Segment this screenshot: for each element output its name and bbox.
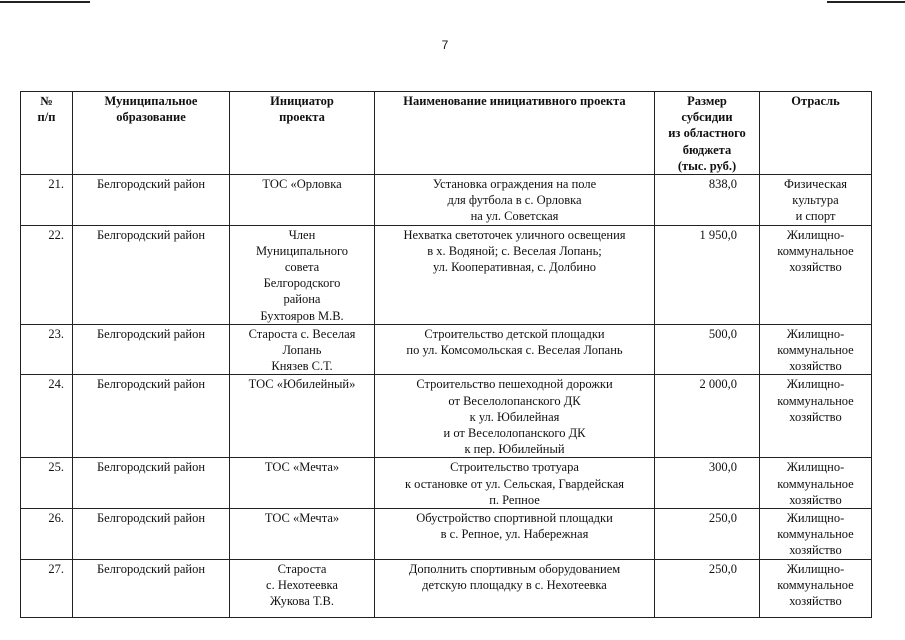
page-number: 7 [441, 38, 449, 52]
row-project: Нехватка светоточек уличного освещения в х. Водяной; с. Веселая Лопань; ул. Кооперативная, с. Долбино [375, 225, 655, 324]
table-row [21, 509, 872, 560]
header-sector: Отрасль [760, 92, 872, 175]
table-row [21, 225, 872, 324]
row-sector: Жилищно- коммунальное хозяйство [760, 324, 872, 375]
row-sector: Жилищно- коммунальное хозяйство [760, 509, 872, 560]
row-subsidy: 500,0 [655, 324, 760, 375]
row-subsidy: 300,0 [655, 458, 760, 509]
row-project: Строительство пешеходной дорожки от Веселолопанского ДК к ул. Юбилейная и от Веселолопанского ДК к пер. Юбилейный [375, 375, 655, 458]
row-sector: Жилищно- коммунальное хозяйство [760, 559, 872, 617]
row-project: Строительство детской площадки по ул. Комсомольская с. Веселая Лопань [375, 324, 655, 375]
top-left-line [0, 1, 90, 3]
header-subsidy: Размер субсидии из областного бюджета (тыс. руб.) [655, 92, 760, 175]
row-municipality: Белгородский район [73, 375, 230, 458]
row-subsidy: 2 000,0 [655, 375, 760, 458]
row-initiator: ТОС «Орловка [230, 175, 375, 226]
row-subsidy: 250,0 [655, 509, 760, 560]
row-subsidy: 838,0 [655, 175, 760, 226]
row-num: 26. [21, 509, 73, 560]
row-num: 21. [21, 175, 73, 226]
projects-table [20, 91, 872, 618]
header-municipality: Муниципальное образование [73, 92, 230, 175]
row-project: Строительство тротуара к остановке от ул. Сельская, Гвардейская п. Репное [375, 458, 655, 509]
row-subsidy: 1 950,0 [655, 225, 760, 324]
row-sector: Жилищно- коммунальное хозяйство [760, 458, 872, 509]
row-subsidy: 250,0 [655, 559, 760, 617]
row-municipality: Белгородский район [73, 458, 230, 509]
table-row [21, 324, 872, 375]
row-municipality: Белгородский район [73, 324, 230, 375]
row-project: Обустройство спортивной площадки в с. Репное, ул. Набережная [375, 509, 655, 560]
row-sector: Физическая культура и спорт [760, 175, 872, 226]
table-row [21, 559, 872, 617]
row-project: Дополнить спортивным оборудованием детскую площадку в с. Нехотеевка [375, 559, 655, 617]
row-num: 23. [21, 324, 73, 375]
table-row [21, 375, 872, 458]
row-initiator: Член Муниципального совета Белгородского района Бухтояров М.В. [230, 225, 375, 324]
row-initiator: ТОС «Юбилейный» [230, 375, 375, 458]
table-row [21, 175, 872, 226]
row-num: 27. [21, 559, 73, 617]
row-municipality: Белгородский район [73, 559, 230, 617]
row-num: 22. [21, 225, 73, 324]
row-sector: Жилищно- коммунальное хозяйство [760, 375, 872, 458]
row-municipality: Белгородский район [73, 509, 230, 560]
row-num: 25. [21, 458, 73, 509]
row-project: Установка ограждения на поле для футбола в с. Орловка на ул. Советская [375, 175, 655, 226]
row-municipality: Белгородский район [73, 175, 230, 226]
top-scan-edge [0, 0, 905, 4]
header-initiator: Инициатор проекта [230, 92, 375, 175]
header-project: Наименование инициативного проекта [375, 92, 655, 175]
row-initiator: ТОС «Мечта» [230, 458, 375, 509]
row-initiator: ТОС «Мечта» [230, 509, 375, 560]
table-header-row [21, 92, 872, 175]
row-municipality: Белгородский район [73, 225, 230, 324]
top-right-line [827, 1, 905, 3]
table-row [21, 458, 872, 509]
row-sector: Жилищно- коммунальное хозяйство [760, 225, 872, 324]
row-num: 24. [21, 375, 73, 458]
row-initiator: Староста с. Веселая Лопань Князев С.Т. [230, 324, 375, 375]
header-num: № п/п [21, 92, 73, 175]
row-initiator: Староста с. Нехотеевка Жукова Т.В. [230, 559, 375, 617]
